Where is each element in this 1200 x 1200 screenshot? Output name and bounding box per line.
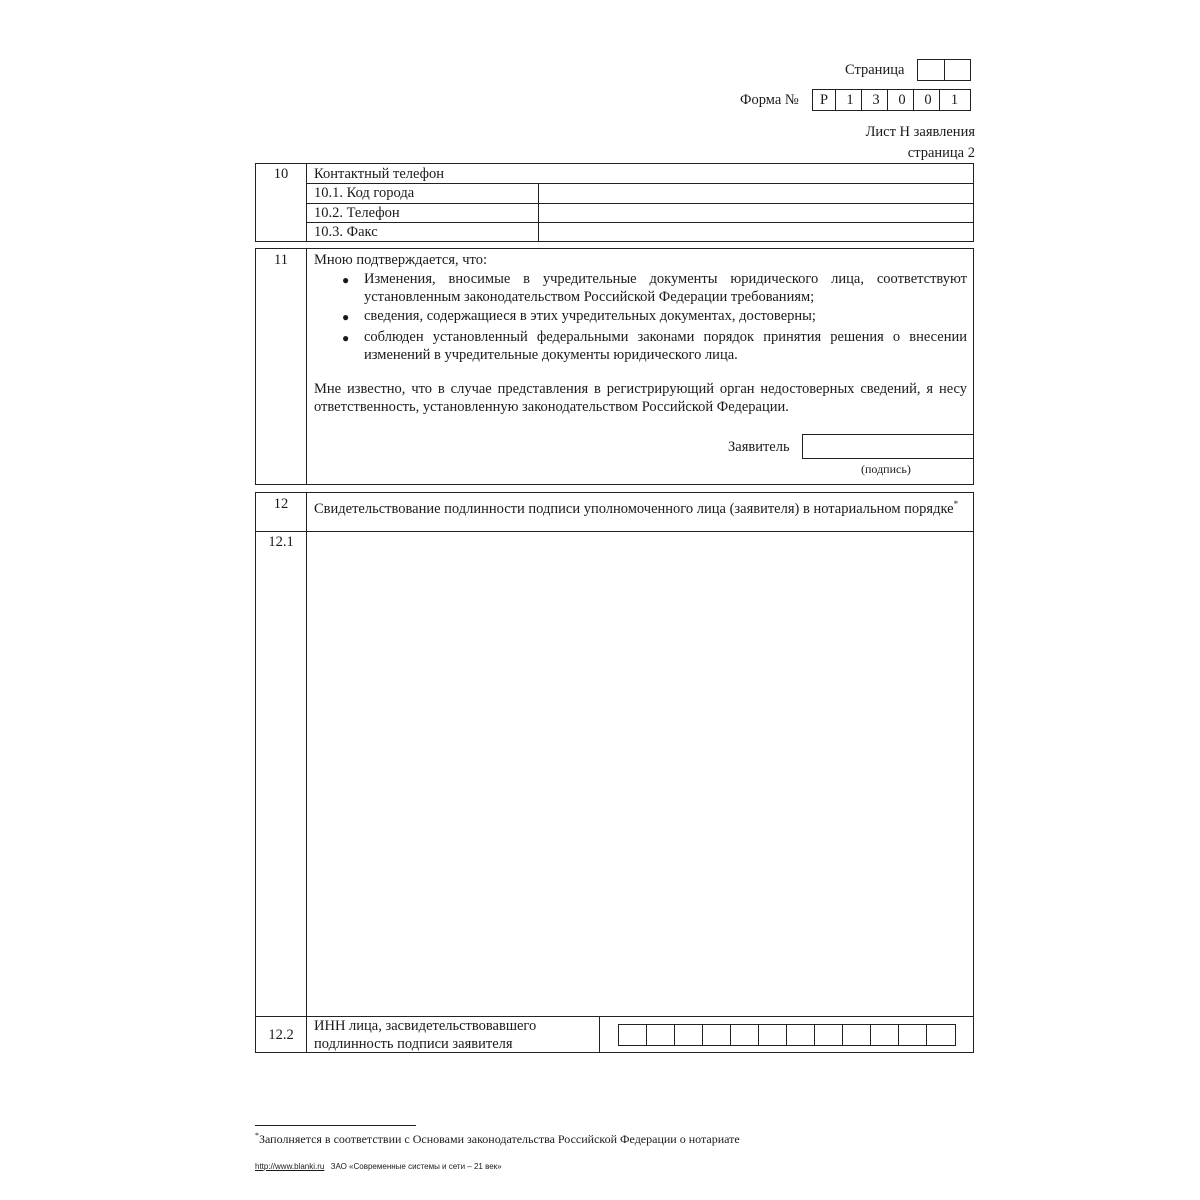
inn-cell[interactable] — [703, 1025, 731, 1045]
section-number: 11 — [274, 252, 288, 268]
sheet-page: страница 2 — [907, 145, 975, 161]
signature-caption: (подпись) — [861, 462, 911, 476]
fax-field[interactable] — [540, 223, 972, 240]
inn-cell[interactable] — [619, 1025, 647, 1045]
form-digit: 0 — [917, 90, 940, 110]
inn-cell[interactable] — [815, 1025, 843, 1045]
city-code-field[interactable] — [540, 184, 972, 202]
phone-label: 10.2. Телефон — [314, 205, 400, 221]
page-number-boxes[interactable] — [917, 59, 971, 81]
inn-cell[interactable] — [647, 1025, 675, 1045]
form-digit: 0 — [891, 90, 914, 110]
confirmation-intro: Мною подтверждается, что: — [314, 252, 487, 268]
confirmation-bullet: сведения, содержащиеся в этих учредительных документах, достоверны; — [364, 308, 816, 324]
confirmation-bullet: соблюден установленный федеральными законами порядок принятия решения о внесении изменений в учредительные документы юридического лица. — [364, 329, 967, 363]
num-column-divider — [306, 249, 307, 484]
value-column-divider — [538, 183, 539, 241]
section-11-table — [255, 248, 974, 485]
liability-note: Мне известно, что в случае представления в регистрирующий орган недостоверных сведений, я несу ответственность, установленную законодательством Российской Федерации. — [314, 381, 967, 415]
row-divider — [256, 531, 973, 532]
bullet-icon: ● — [342, 331, 350, 345]
signature-field[interactable] — [802, 434, 974, 459]
footnote-text: Заполняется в соответствии с Основами законодательства Российской Федерации о нотариате — [259, 1132, 740, 1146]
inn-cell[interactable] — [675, 1025, 703, 1045]
inn-cell[interactable] — [927, 1025, 955, 1045]
inn-cell[interactable] — [871, 1025, 899, 1045]
footnote-mark: * — [255, 1131, 259, 1140]
footer-credits — [255, 1162, 502, 1172]
phone-field[interactable] — [540, 204, 972, 222]
section-number: 10 — [273, 166, 289, 182]
inn-input-boxes[interactable] — [618, 1024, 956, 1046]
form-number-boxes — [812, 89, 971, 111]
inn-cell[interactable] — [899, 1025, 927, 1045]
footnote-separator — [255, 1125, 416, 1126]
inn-cell[interactable] — [759, 1025, 787, 1045]
form-label: Форма № — [740, 92, 799, 108]
form-digit: 1 — [950, 92, 959, 108]
subsection-number: 12.1 — [268, 534, 294, 550]
section-title: Контактный телефон — [314, 166, 445, 182]
section-10-table — [255, 163, 974, 242]
section-12-table — [255, 492, 974, 1053]
page-label: Страница — [845, 62, 905, 78]
signer-label: Заявитель — [728, 439, 790, 455]
site-link[interactable]: http://www.blanki.ru — [255, 1162, 325, 1171]
page-box-divider — [944, 60, 945, 80]
fax-label: 10.3. Факс — [314, 224, 378, 240]
subsection-number: 12.2 — [268, 1027, 294, 1043]
inn-cell[interactable] — [731, 1025, 759, 1045]
bullet-icon: ● — [342, 273, 350, 287]
inn-cell[interactable] — [787, 1025, 815, 1045]
footnote-mark: * — [953, 499, 959, 509]
notary-title — [314, 495, 964, 518]
notary-certification-area[interactable] — [308, 533, 972, 1015]
inn-cell[interactable] — [843, 1025, 871, 1045]
form-digit: Р — [813, 90, 836, 110]
notary-title-text: Свидетельствование подлинности подписи уполномоченного лица (заявителя) в нотариальном порядке — [314, 500, 954, 517]
confirmation-bullet: Изменения, вносимые в учредительные документы юридического лица, соответствуют установленным законодательством Российской Федерации требованиям; — [364, 271, 967, 305]
form-digit: 3 — [865, 90, 888, 110]
inn-column-divider — [599, 1016, 600, 1052]
bullet-icon: ● — [342, 310, 350, 324]
num-column-divider — [306, 493, 307, 1052]
city-code-label: 10.1. Код города — [314, 185, 415, 201]
company-name: ЗАО «Современные системы и сети – 21 век» — [330, 1162, 502, 1171]
section-number: 12 — [273, 496, 289, 512]
sheet-label: Лист Н заявления — [865, 124, 975, 140]
form-digit: 1 — [839, 90, 862, 110]
footnote — [255, 1128, 740, 1147]
inn-label: ИНН лица, засвидетельствовавшего подлинность подписи заявителя — [314, 1018, 537, 1052]
